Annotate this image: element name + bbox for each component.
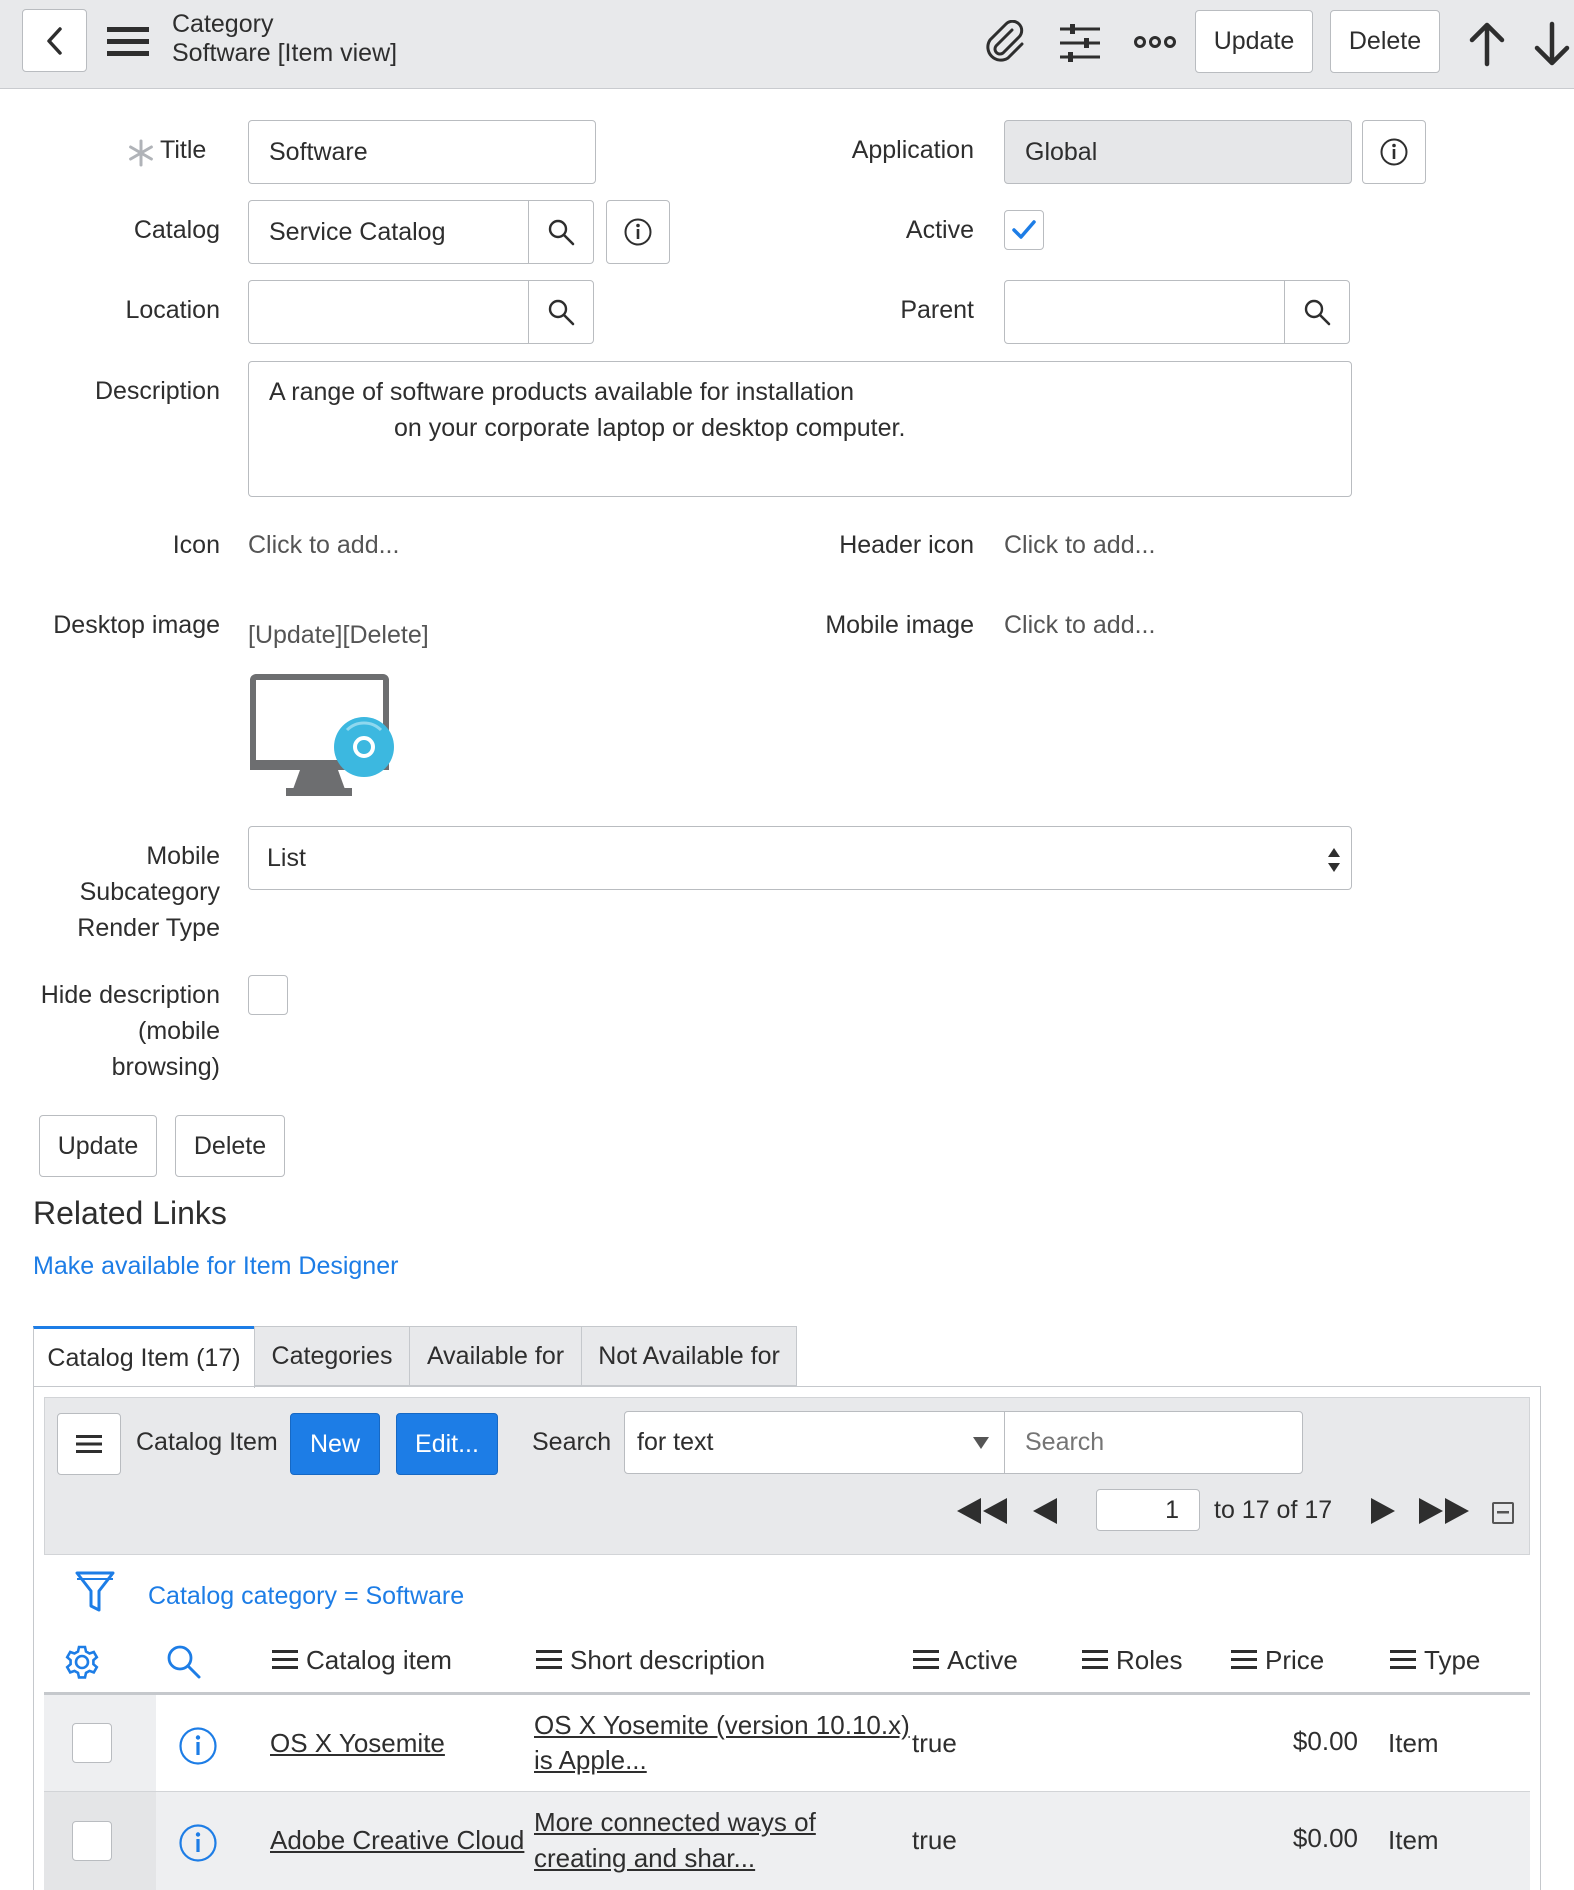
more-options-button[interactable] xyxy=(1130,22,1180,62)
desktop-image-label: Desktop image xyxy=(53,611,220,639)
arrow-left-icon xyxy=(1033,1498,1057,1524)
column-menu-icon xyxy=(1390,1650,1416,1670)
page-range-text: to 17 of 17 xyxy=(1214,1496,1333,1524)
list-title: Catalog Item xyxy=(136,1428,278,1456)
page-number-value: 1 xyxy=(1165,1495,1179,1524)
search-icon xyxy=(547,298,575,326)
tab-available-for[interactable]: Available for xyxy=(409,1326,582,1386)
list-edit-button[interactable]: Edit... xyxy=(396,1413,498,1475)
make-available-link[interactable]: Make available for Item Designer xyxy=(33,1252,399,1280)
back-button[interactable] xyxy=(22,9,87,72)
search-field-select[interactable] xyxy=(624,1411,1006,1474)
type-value: Item xyxy=(1388,1728,1439,1758)
mobile-render-type-select[interactable] xyxy=(248,826,1352,890)
info-icon[interactable] xyxy=(178,1823,218,1863)
collapse-list-button[interactable] xyxy=(1492,1502,1514,1524)
location-lookup-button[interactable] xyxy=(528,280,594,344)
application-info-button[interactable] xyxy=(1362,120,1426,184)
form-subtitle: Software [Item view] xyxy=(172,39,398,67)
parent-lookup-button[interactable] xyxy=(1284,280,1350,344)
list-search-input[interactable] xyxy=(1004,1411,1303,1474)
application-label: Application xyxy=(851,136,974,164)
column-menu-icon xyxy=(272,1650,298,1670)
column-header-active[interactable]: Active xyxy=(913,1645,1018,1675)
dropdown-arrow-icon xyxy=(973,1437,989,1449)
form-update-button[interactable]: Update xyxy=(39,1115,157,1177)
parent-input[interactable] xyxy=(1004,280,1286,344)
hide-description-label-line-3: browsing) xyxy=(111,1053,220,1081)
tab-categories[interactable]: Categories xyxy=(254,1326,410,1386)
tab-not-available-for[interactable]: Not Available for xyxy=(581,1326,797,1386)
description-label: Description xyxy=(94,377,220,405)
double-arrow-left-icon xyxy=(957,1498,1007,1524)
catalog-info-button[interactable] xyxy=(606,200,670,264)
form-delete-button[interactable]: Delete xyxy=(175,1115,285,1177)
info-icon xyxy=(623,217,653,247)
select-arrows-icon xyxy=(1327,847,1341,873)
related-links-heading: Related Links xyxy=(33,1195,227,1231)
mobile-render-label-line-1: Mobile xyxy=(146,842,220,870)
column-menu-icon xyxy=(1082,1650,1108,1670)
filter-breadcrumb[interactable]: Catalog category = Software xyxy=(148,1582,465,1610)
minus-icon xyxy=(1497,1511,1509,1515)
next-record-button[interactable] xyxy=(1530,16,1574,72)
mobile-image-label: Mobile image xyxy=(825,611,974,639)
header-delete-button[interactable]: Delete xyxy=(1330,10,1440,73)
checkmark-icon xyxy=(1005,211,1043,249)
column-search-icon[interactable] xyxy=(166,1644,202,1680)
mobile-render-type-value: List xyxy=(267,843,306,872)
description-line-1: A range of software products available for installation xyxy=(269,378,855,406)
parent-label: Parent xyxy=(900,296,974,324)
mobile-render-label-line-2: Subcategory xyxy=(79,878,220,906)
location-label: Location xyxy=(125,296,220,324)
header-icon-label: Header icon xyxy=(839,531,974,559)
mobile-image-click-to-add[interactable]: Click to add... xyxy=(1004,611,1156,639)
header-update-button[interactable]: Update xyxy=(1195,10,1313,73)
page-number-input[interactable] xyxy=(1096,1489,1200,1531)
column-header-type[interactable]: Type xyxy=(1390,1645,1480,1675)
info-icon[interactable] xyxy=(178,1726,218,1766)
form-header xyxy=(0,0,1574,89)
search-field-value: for text xyxy=(637,1428,714,1456)
list-search-label: Search xyxy=(532,1428,612,1456)
mobile-render-label-line-3: Render Type xyxy=(77,914,220,942)
short-description-line-1[interactable]: More connected ways of xyxy=(534,1807,816,1837)
catalog-item-link[interactable]: Adobe Creative Cloud xyxy=(270,1825,525,1855)
icon-label: Icon xyxy=(172,531,220,559)
first-page-button[interactable] xyxy=(956,1496,1008,1526)
personalize-button[interactable] xyxy=(1055,18,1105,68)
form-title: Category xyxy=(172,10,274,38)
arrow-right-icon xyxy=(1371,1498,1395,1524)
desktop-image-actions[interactable]: [Update][Delete] xyxy=(248,621,429,649)
double-arrow-right-icon xyxy=(1419,1498,1469,1524)
active-value: true xyxy=(912,1728,957,1758)
catalog-label: Catalog xyxy=(133,216,220,244)
row-checkbox[interactable] xyxy=(72,1821,112,1861)
next-page-button[interactable] xyxy=(1368,1496,1398,1526)
column-header-short-description[interactable]: Short description xyxy=(536,1645,765,1675)
list-context-menu-button[interactable] xyxy=(57,1413,121,1475)
row-checkbox[interactable] xyxy=(72,1723,112,1763)
short-description-line-2[interactable]: creating and shar... xyxy=(534,1843,756,1873)
last-page-button[interactable] xyxy=(1418,1496,1470,1526)
title-input[interactable]: Software xyxy=(248,120,596,184)
context-menu-button[interactable] xyxy=(106,22,150,62)
search-icon xyxy=(547,218,575,246)
chevron-left-icon xyxy=(44,26,66,56)
active-checkbox[interactable] xyxy=(1004,210,1044,250)
paperclip-icon xyxy=(982,20,1028,66)
search-icon xyxy=(1303,298,1331,326)
desktop-software-image xyxy=(250,674,396,798)
hide-description-label-line-1: Hide description xyxy=(40,981,220,1009)
hide-description-checkbox[interactable] xyxy=(248,975,288,1015)
sliders-icon xyxy=(1058,21,1102,65)
more-dots-icon xyxy=(1133,35,1177,49)
list-new-button[interactable]: New xyxy=(290,1413,380,1475)
catalog-input[interactable]: Service Catalog xyxy=(248,200,530,264)
location-input[interactable] xyxy=(248,280,530,344)
title-label: Title xyxy=(160,136,207,164)
hamburger-icon xyxy=(107,25,149,59)
previous-record-button[interactable] xyxy=(1462,16,1512,72)
column-header-roles[interactable]: Roles xyxy=(1082,1645,1182,1675)
header-icon-click-to-add[interactable]: Click to add... xyxy=(1004,531,1156,559)
arrow-down-icon xyxy=(1532,21,1572,67)
catalog-item-link[interactable]: OS X Yosemite xyxy=(270,1728,445,1758)
price-value: $0.00 xyxy=(1292,1726,1358,1756)
previous-page-button[interactable] xyxy=(1030,1496,1060,1526)
hamburger-icon xyxy=(76,1434,102,1454)
hide-description-label-line-2: (mobile xyxy=(138,1017,220,1045)
filter-funnel-icon[interactable] xyxy=(75,1570,115,1614)
price-value: $0.00 xyxy=(1292,1823,1358,1853)
tab-catalog-item[interactable]: Catalog Item (17) xyxy=(33,1326,255,1388)
attachment-button[interactable] xyxy=(980,18,1030,68)
active-value: true xyxy=(912,1825,957,1855)
column-menu-icon xyxy=(913,1650,939,1670)
column-menu-icon xyxy=(536,1650,562,1670)
short-description-line-2[interactable]: is Apple... xyxy=(534,1745,647,1775)
short-description-line-1[interactable]: OS X Yosemite (version 10.10.x) xyxy=(534,1710,910,1740)
catalog-lookup-button[interactable] xyxy=(528,200,594,264)
description-line-2: on your corporate laptop or desktop computer. xyxy=(394,414,906,442)
application-field: Global xyxy=(1004,120,1352,184)
icon-click-to-add[interactable]: Click to add... xyxy=(248,531,400,559)
column-header-catalog-item[interactable]: Catalog item xyxy=(272,1645,452,1675)
type-value: Item xyxy=(1388,1825,1439,1855)
mandatory-asterisk-icon xyxy=(127,139,155,167)
info-icon xyxy=(1379,137,1409,167)
arrow-up-icon xyxy=(1467,21,1507,67)
active-label: Active xyxy=(905,216,974,244)
description-textarea[interactable] xyxy=(248,361,1352,497)
list-settings-gear-icon[interactable] xyxy=(64,1644,100,1680)
column-menu-icon xyxy=(1231,1650,1257,1670)
column-header-price[interactable]: Price xyxy=(1231,1645,1324,1675)
